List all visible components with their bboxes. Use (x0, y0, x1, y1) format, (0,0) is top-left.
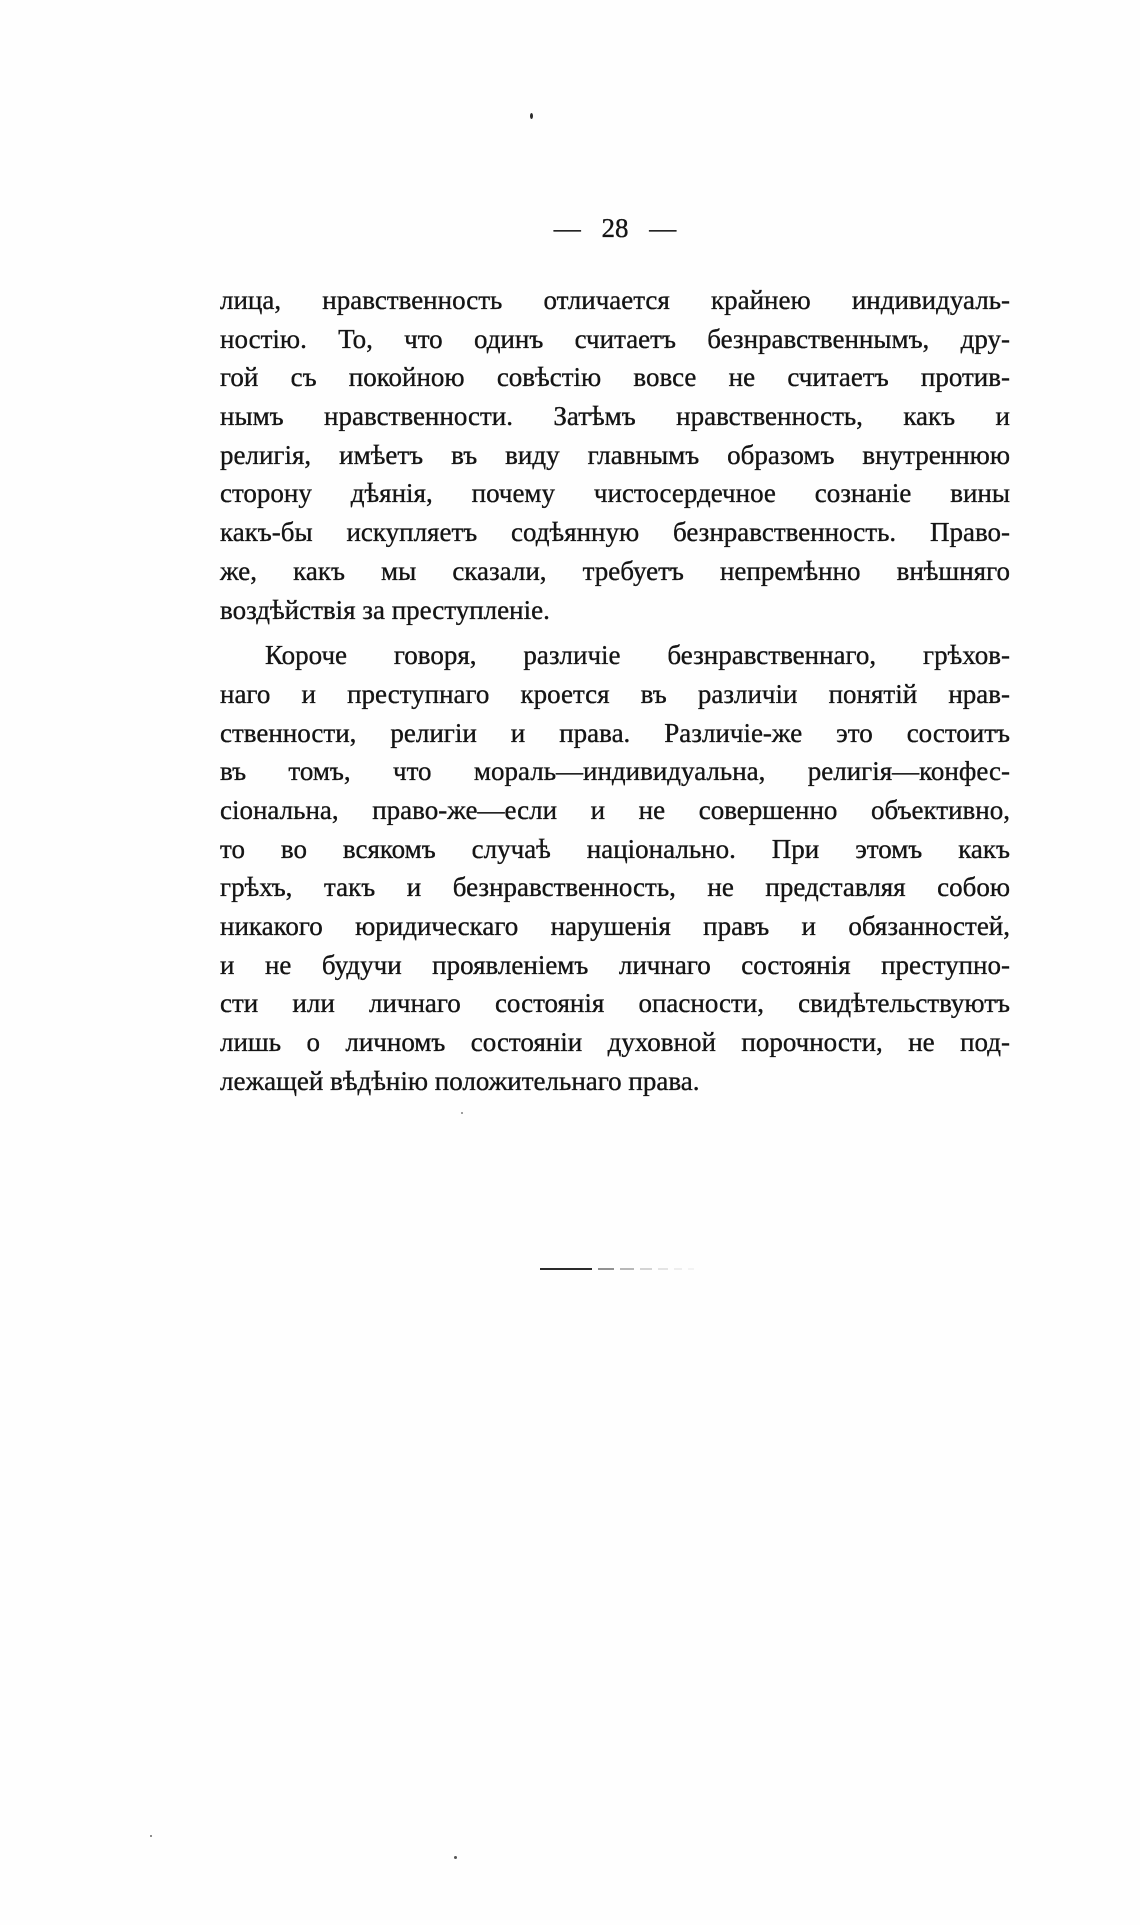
text-line: никакого юридическаго нарушенія правъ и обязанностей, (220, 911, 1010, 941)
text-line: то во всякомъ случаѣ національно. При этомъ какъ (220, 833, 1010, 864)
text-line: лежащей вѣдѣнію положительнаго права. (220, 1065, 700, 1096)
text-line: ностію. То, что одинъ считаетъ безнравственнымъ, дру- (220, 323, 1010, 354)
text-line: сіональна, право-же—если и не совершенно объективно, (220, 794, 1010, 825)
speck (530, 113, 533, 119)
text-line: Короче говоря, различіе безнравственнаго, грѣхов- (265, 640, 1010, 671)
text-line: ственности, религіи и права. Различіе-же это состоитъ (220, 717, 1010, 748)
ornamental-rule (538, 1265, 698, 1273)
text-line: гой съ покойною совѣстію вовсе не считаетъ против- (220, 362, 1010, 393)
text-line: наго и преступнаго кроется въ различіи понятій нрав- (220, 678, 1010, 709)
paragraph (220, 281, 1010, 629)
text-line: воздѣйствія за преступленіе. (220, 594, 550, 625)
text-line: какъ-бы искупляетъ содѣянную безнравственность. Право- (220, 517, 1010, 548)
text-line: религія, имѣетъ въ виду главнымъ образомъ внутреннюю (220, 439, 1010, 470)
text-line: же, какъ мы сказали, требуетъ непремѣнно внѣшняго (220, 555, 1010, 586)
paragraph (220, 636, 1010, 1100)
text-line: лишь о личномъ состояніи духовной порочности, не под- (220, 1027, 1010, 1058)
text-line: лица, нравственность отличается крайнею индивидуаль- (220, 285, 1010, 315)
speck (150, 1835, 152, 1837)
text-line: грѣхъ, такъ и безнравственность, не представляя собою (220, 872, 1010, 903)
text-line: и не будучи проявленіемъ личнаго состоянія преступно- (220, 949, 1010, 980)
speck (461, 1112, 463, 1114)
text-line: сторону дѣянія, почему чистосердечное сознаніе вины (220, 478, 1010, 509)
text-line: сти или личнаго состоянія опасности, свидѣтельствуютъ (220, 988, 1010, 1019)
body-text (220, 281, 1010, 1100)
speck (454, 1856, 457, 1859)
page-number: — 28 — (553, 213, 677, 243)
text-line: нымъ нравственности. Затѣмъ нравственность, какъ и (220, 401, 1010, 432)
text-line: въ томъ, что мораль—индивидуальна, религія—конфес- (220, 756, 1010, 787)
